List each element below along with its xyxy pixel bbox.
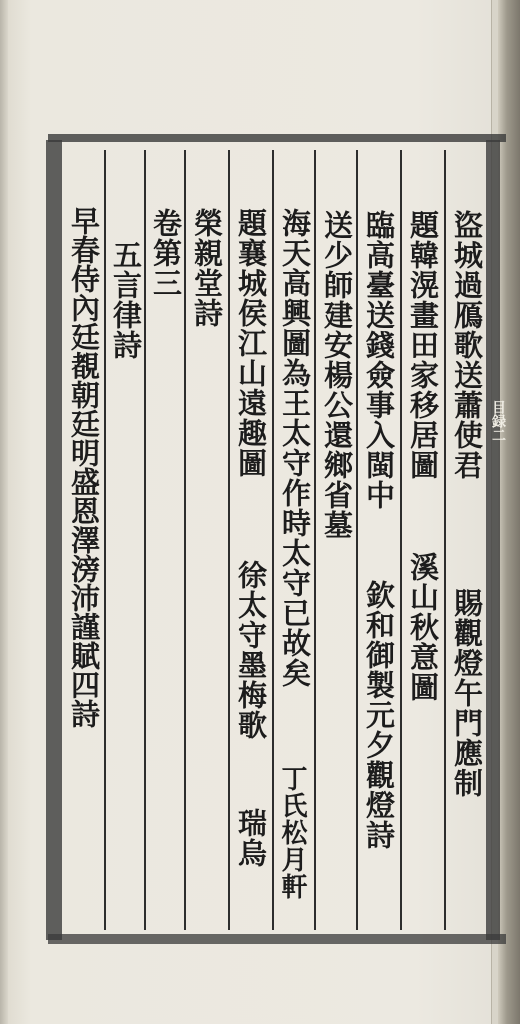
column-rule bbox=[228, 150, 230, 930]
entry-title: 題襄城侯江山遠趣圖 bbox=[234, 208, 268, 478]
entry-title: 盜城過鴈歌送蕭使君 bbox=[450, 210, 484, 480]
entry-title: 徐太守墨梅歌 bbox=[234, 560, 268, 740]
section-heading: 五言律詩 bbox=[109, 240, 143, 360]
entry-title: 海天高興圖為王太守作時太守已故矣 bbox=[278, 208, 312, 688]
frame-bottom-border bbox=[48, 934, 506, 944]
entry-title: 欽和御製元夕觀燈詩 bbox=[362, 580, 396, 850]
entry-title: 賜觀燈午門應制 bbox=[450, 588, 484, 798]
page-label: 目録二 bbox=[490, 400, 506, 442]
volume-heading: 卷第三 bbox=[149, 208, 183, 298]
entry-title: 瑞烏 bbox=[234, 808, 268, 868]
entry-title: 溪山秋意圖 bbox=[406, 552, 440, 702]
entry-title: 臨高臺送錢僉事入閩中 bbox=[362, 210, 396, 510]
column-rule bbox=[444, 150, 446, 930]
frame-left-border bbox=[46, 140, 62, 940]
column-rule bbox=[272, 150, 274, 930]
frame-right-border bbox=[486, 140, 500, 940]
entry-title: 題韓滉畫田家移居圖 bbox=[406, 210, 440, 480]
entry-title: 早春侍內廷覩朝廷明盛恩澤滂沛謹賦四詩 bbox=[67, 206, 101, 728]
page-left-edge bbox=[0, 0, 8, 1024]
column-rule bbox=[400, 150, 402, 930]
entry-title: 送少師建安楊公還鄉省墓 bbox=[320, 210, 354, 540]
page-right-edge bbox=[498, 0, 520, 1024]
entry-title: 丁氏松月軒 bbox=[277, 765, 307, 900]
frame-top-border bbox=[48, 134, 506, 142]
entry-title: 榮親堂詩 bbox=[190, 208, 224, 328]
